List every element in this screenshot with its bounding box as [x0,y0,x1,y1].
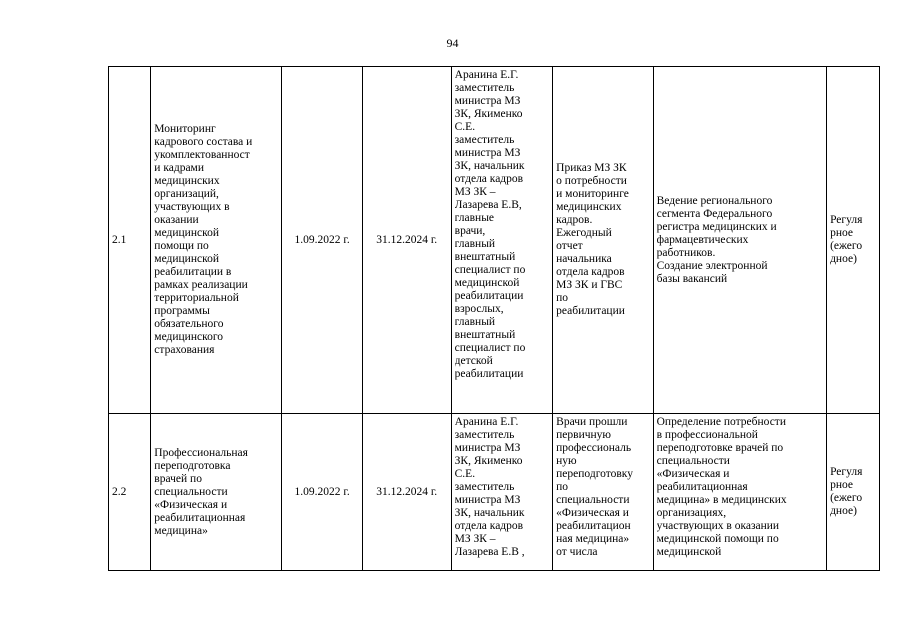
activity-table [108,66,880,571]
cell-frequency: Регуля рное (ежего дное) [827,67,880,414]
cell-end-date: 31.12.2024 г. [362,67,451,414]
cell-document [553,414,653,571]
cell-result: Ведение регионального сегмента Федерального регистра медицинских и фармацевтических работников. Создание электронной базы вакансий [653,67,826,414]
cell-document-text: Врачи прошли первичную профессиональ ную переподготовку по специальности «Физическая и реабилитацион ная медицина» от числа [556,416,633,558]
cell-result-text: Определение потребности в профессиональной переподготовке врачей по специальности «Физическая и реабилитационная медицина» в медицинских организациях, участвующих в оказании медицинской помощи по медицинской [656,416,787,558]
cell-responsible-text: Аранина Е.Г. заместитель министра МЗ ЗК, Якименко С.Е. заместитель министра МЗ ЗК, начальник отдела кадров МЗ ЗК – Лазарева Е.В, главные врачи, главный внештатный специалист по медицинской реабилитации взрослых, главный внештатный специалист по детской реабилитации [454,69,526,380]
cell-activity-name: Мониторинг кадрового состава и укомплектованност и кадрами медицинских организаций, участвующих в оказании медицинской помощи по медицинской реабилитации в рамках реализации территориальной программы обязательного медицинского страхования [151,67,282,414]
table-row [109,67,880,414]
cell-responsible [451,414,553,571]
cell-result [653,414,826,571]
table-row [109,414,880,571]
cell-responsible [451,67,553,414]
cell-document: Приказ МЗ ЗК о потребности и мониторинге медицинских кадров. Ежегодный отчет начальника отдела кадров МЗ ЗК и ГВС по реабилитации [553,67,653,414]
cell-activity-name: Профессиональная переподготовка врачей по специальности «Физическая и реабилитационная медицина» [151,414,282,571]
cell-end-date: 31.12.2024 г. [362,414,451,571]
cell-responsible-text: Аранина Е.Г. заместитель министра МЗ ЗК, Якименко С.Е. заместитель министра МЗ ЗК, начальник отдела кадров МЗ ЗК – Лазарева Е.В , [454,416,525,558]
cell-item-number: 2.1 [109,67,151,414]
cell-frequency: Регуля рное (ежего дное) [827,414,880,571]
cell-start-date: 1.09.2022 г. [282,67,362,414]
page-number: 94 [446,36,459,50]
cell-start-date: 1.09.2022 г. [282,414,362,571]
cell-item-number: 2.2 [109,414,151,571]
